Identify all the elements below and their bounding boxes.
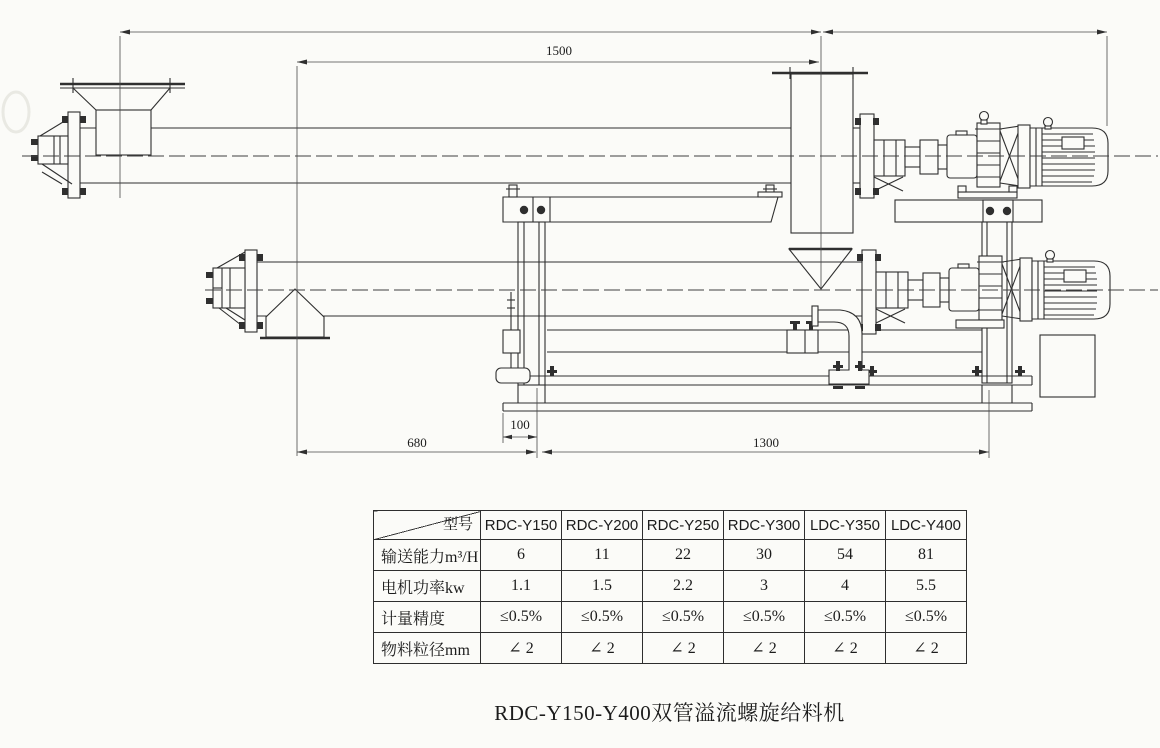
table-row-particle-size [374, 633, 967, 664]
spec-value-cell: 4 [805, 571, 886, 602]
gearbox [977, 256, 1004, 320]
spec-value-cell: 30 [724, 540, 805, 571]
row-label-cell: 输送能力m³/H [374, 540, 481, 571]
discharge-spout [260, 289, 330, 338]
top-left-bearing [31, 112, 86, 198]
model-header-cell: RDC-Y250 [643, 511, 724, 540]
electric-motor [1030, 118, 1108, 187]
spec-value-cell: 11 [562, 540, 643, 571]
top-drive-unit [905, 112, 1108, 199]
spec-value-cell: ≤0.5% [886, 602, 967, 633]
spec-value-cell: ≤0.5% [481, 602, 562, 633]
table-row-accuracy [374, 602, 967, 633]
model-header-cell: LDC-Y350 [805, 511, 886, 540]
model-header-cell: RDC-Y200 [562, 511, 643, 540]
bottom-left-bearing [206, 250, 263, 332]
dim-label-1300: 1300 [753, 435, 779, 450]
spec-value-cell: 54 [805, 540, 886, 571]
transfer-chute [772, 67, 868, 289]
bottom-right-bearing [857, 250, 908, 334]
eyebolt-icon [1046, 251, 1055, 260]
spec-value-cell: ≤0.5% [805, 602, 886, 633]
spec-value-cell: ∠ 2 [562, 633, 643, 664]
spec-value-cell: ≤0.5% [724, 602, 805, 633]
model-header-cell: RDC-Y150 [481, 511, 562, 540]
scan-artifact [3, 92, 29, 132]
motor-plinth [1040, 335, 1095, 397]
electric-motor [1032, 251, 1110, 320]
spec-value-cell: ∠ 2 [481, 633, 562, 664]
table-header-row [374, 511, 967, 540]
drawing-caption: RDC-Y150-Y400双管溢流螺旋给料机 [494, 701, 845, 725]
spec-value-cell: ∠ 2 [886, 633, 967, 664]
spec-value-cell: ≤0.5% [562, 602, 643, 633]
spec-value-cell: 22 [643, 540, 724, 571]
model-header-cell: LDC-Y400 [886, 511, 967, 540]
spec-value-cell: ∠ 2 [724, 633, 805, 664]
dim-label-1500: 1500 [546, 43, 572, 58]
spec-value-cell: 1.5 [562, 571, 643, 602]
dimension-annotations [120, 30, 1107, 459]
table-row-capacity [374, 540, 967, 571]
dim-label-680: 680 [407, 435, 427, 450]
spec-value-cell: ≤0.5% [643, 602, 724, 633]
row-label-cell: 电机功率kw [374, 571, 481, 602]
spec-value-cell: ∠ 2 [805, 633, 886, 664]
spec-value-cell: 3 [724, 571, 805, 602]
spec-table [373, 510, 967, 664]
gate-box [787, 330, 818, 353]
spec-value-cell: 2.2 [643, 571, 724, 602]
row-label-cell: 物料粒径mm [374, 633, 481, 664]
spec-value-cell: ∠ 2 [643, 633, 724, 664]
table-row-motor-power [374, 571, 967, 602]
coupling [905, 147, 920, 167]
gearbox [975, 112, 1002, 188]
eyebolt-icon [1044, 118, 1053, 127]
spec-value-cell: 81 [886, 540, 967, 571]
receiving-funnel [789, 249, 852, 289]
spec-value-cell: 6 [481, 540, 562, 571]
model-header-cell: RDC-Y300 [724, 511, 805, 540]
spec-value-cell: 1.1 [481, 571, 562, 602]
top-conveyor [31, 78, 905, 198]
anchor-bolts [547, 366, 1025, 376]
left-leg [518, 222, 545, 385]
row-label-cell: 计量精度 [374, 602, 481, 633]
corner-model-label: 型号 [374, 511, 481, 540]
eyebolt-icon [980, 112, 989, 121]
spec-value-cell: 5.5 [886, 571, 967, 602]
dim-label-100: 100 [510, 417, 530, 432]
